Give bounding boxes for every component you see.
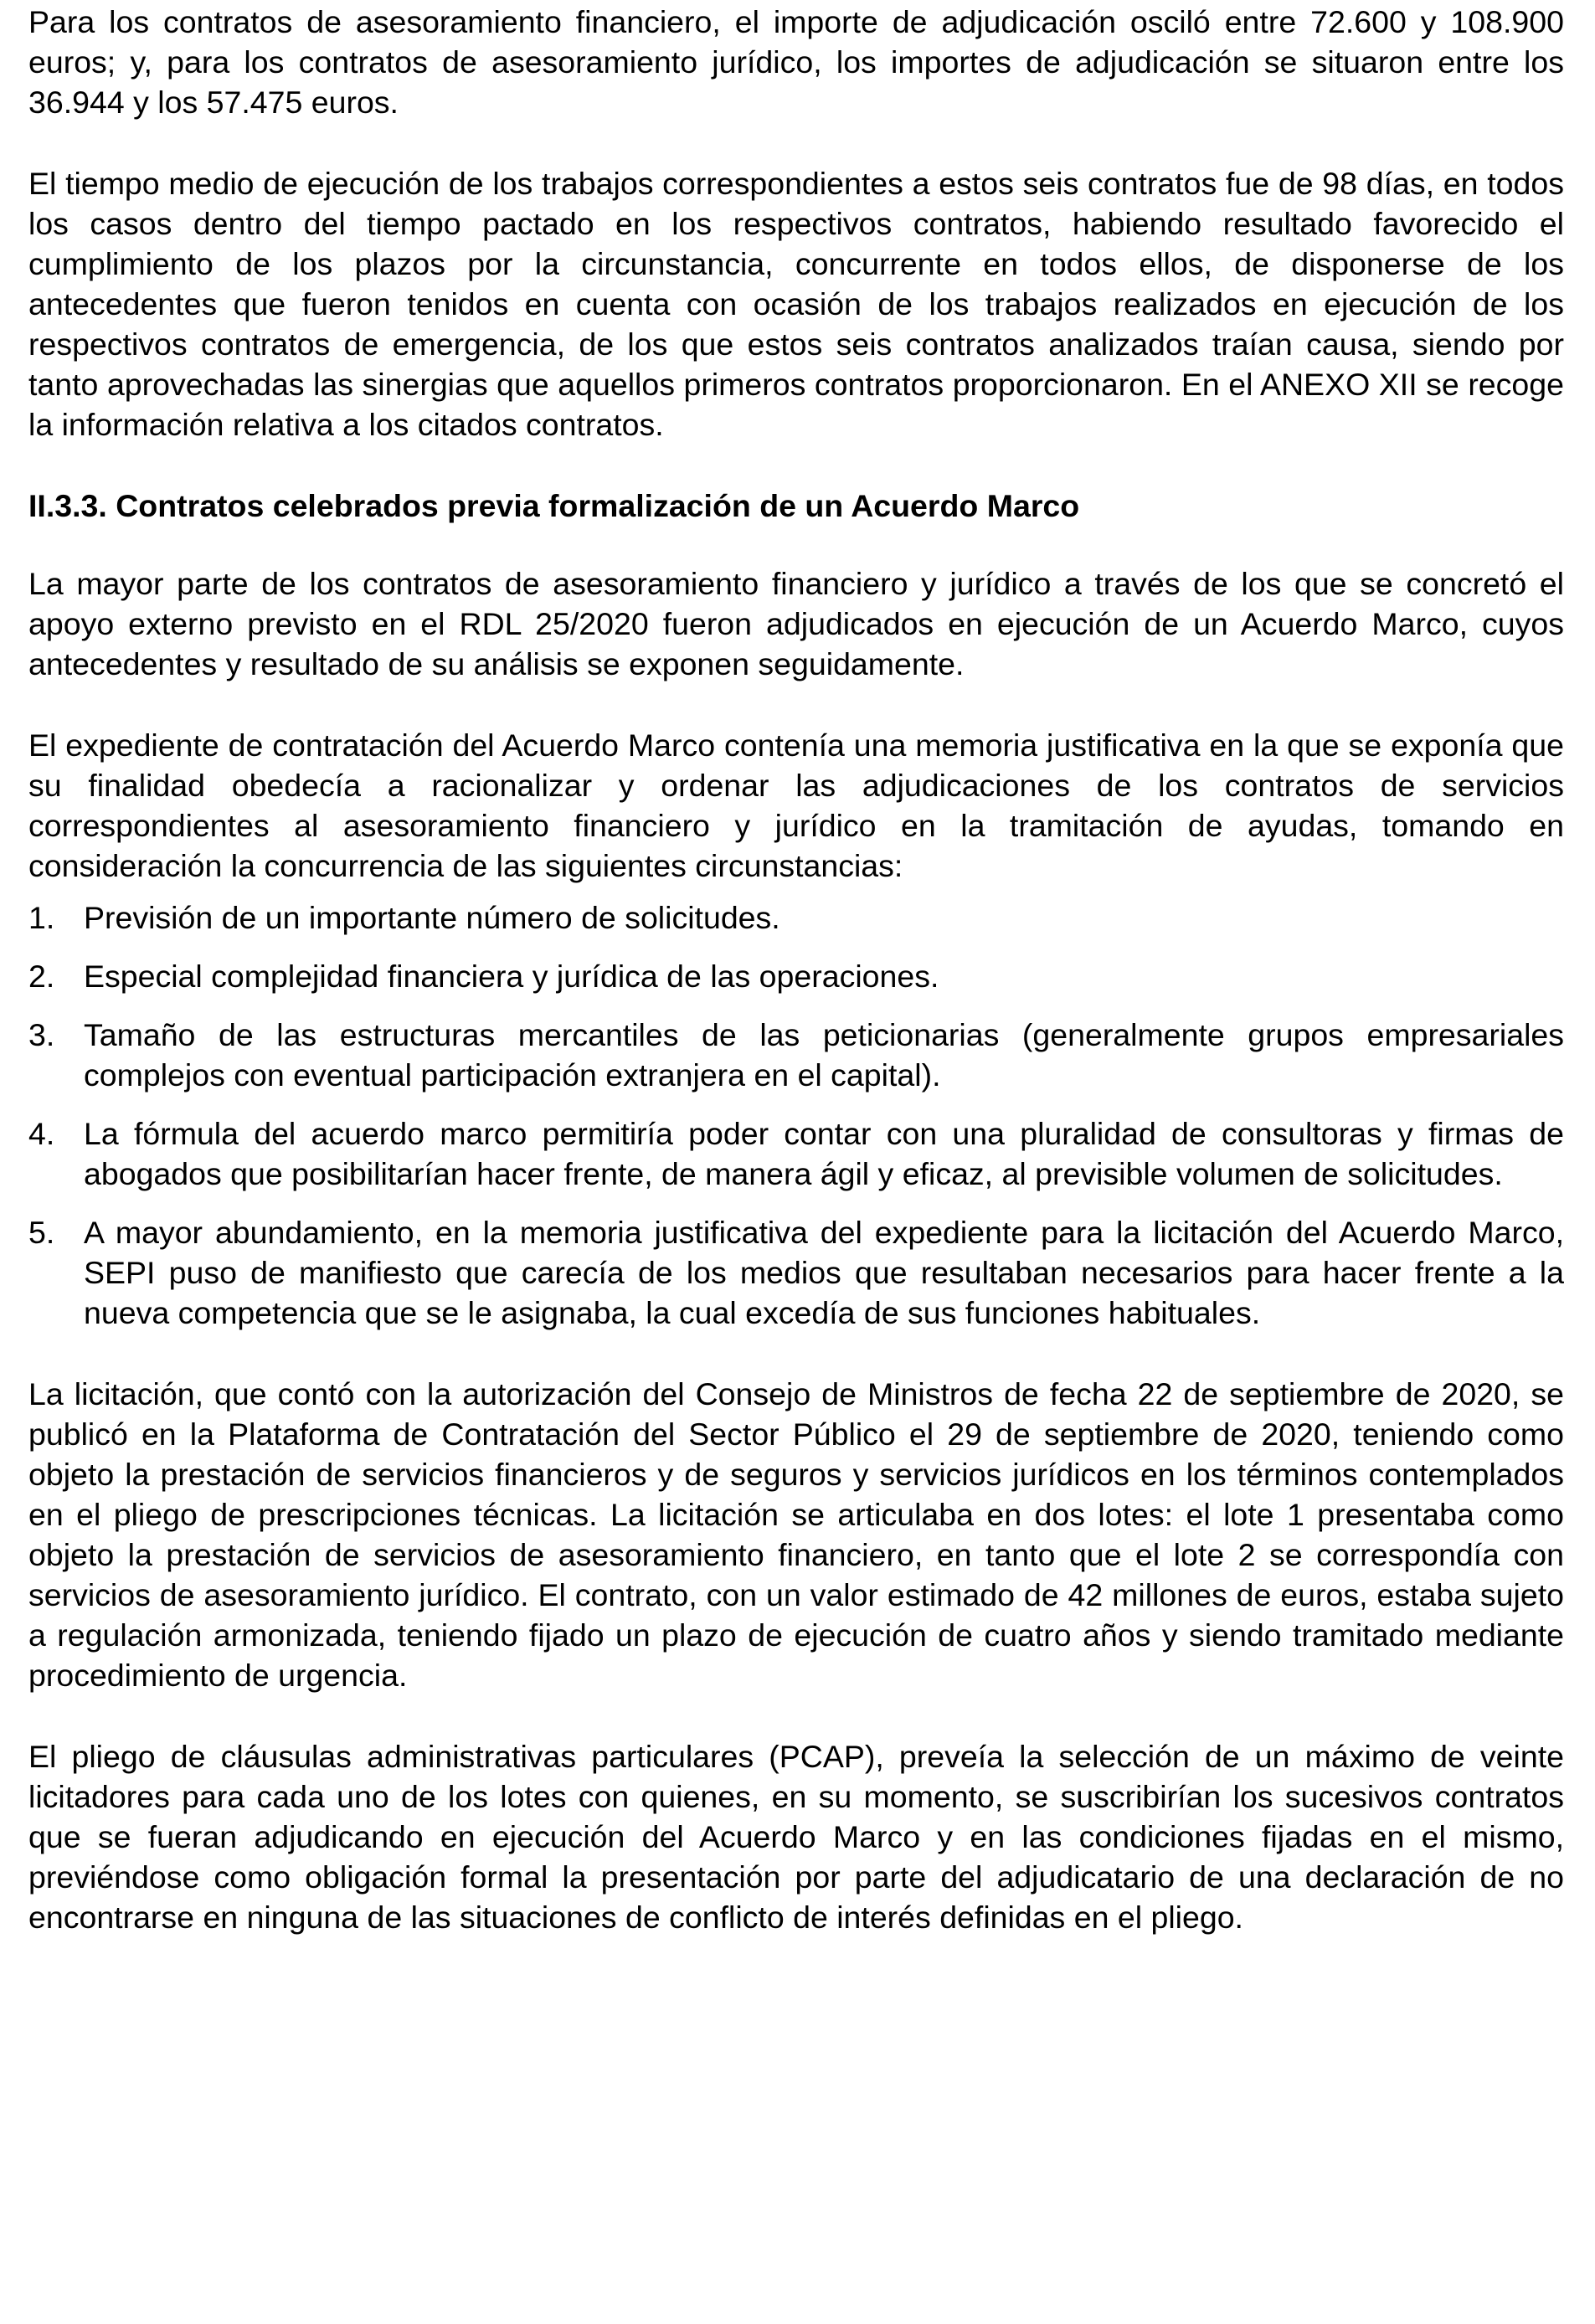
list-item-text: La fórmula del acuerdo marco permitiría poder contar con una pluralidad de consultoras y firmas de abogados que posibilitarían hacer frente, de manera ágil y eficaz, al previsible volumen de solicitudes. — [84, 1116, 1564, 1191]
document-page — [28, 2, 1564, 1978]
list-item — [28, 1015, 1564, 1095]
list-item-number: 4. — [28, 1116, 55, 1151]
list-item-text: Previsión de un importante número de solicitudes. — [84, 900, 780, 935]
paragraph-execution-time: El tiempo medio de ejecución de los trabajos correspondientes a estos seis contratos fue de 98 días, en todos los casos dentro del tiempo pactado en los respectivos contratos, habiendo resultado favorecido el cumplimiento de los plazos por la circunstancia, concurrente en todos ellos, de disponerse de los antecedentes que fueron tenidos en cuenta con ocasión de los trabajos realizados en ejecución de los respectivos contratos de emergencia, de los que estos seis contratos analizados traían causa, siendo por tanto aprovechadas las sinergias que aquellos primeros contratos proporcionaron. En el ANEXO XII se recoge la información relativa a los citados contratos. — [28, 166, 1564, 442]
section-heading: II.3.3. Contratos celebrados previa formalización de un Acuerdo Marco — [28, 488, 1080, 523]
list-item — [28, 1212, 1564, 1333]
list-item-text: Tamaño de las estructuras mercantiles de las peticionarias (generalmente grupos empresariales complejos con eventual participación extranjera en el capital). — [84, 1017, 1564, 1093]
list-item-number: 1. — [28, 900, 55, 935]
paragraph-justification-memo: El expediente de contratación del Acuerdo Marco contenía una memoria justificativa en la que se exponía que su finalidad obedecía a racionalizar y ordenar las adjudicaciones de los contratos de servicios correspondientes al asesoramiento financiero y jurídico en la tramitación de ayudas, tomando en consideración la concurrencia de las siguientes circunstancias: — [28, 728, 1564, 883]
paragraph-adjudication-amounts: Para los contratos de asesoramiento financiero, el importe de adjudicación osciló entre 72.600 y 108.900 euros; y, para los contratos de asesoramiento jurídico, los importes de adjudicación se situaron entre los 36.944 y los 57.475 euros. — [28, 4, 1564, 120]
paragraph-framework-intro: La mayor parte de los contratos de asesoramiento financiero y jurídico a través de los que se concretó el apoyo externo previsto en el RDL 25/2020 fueron adjudicados en ejecución de un Acuerdo Marco, cuyos antecedentes y resultado de su análisis se exponen seguidamente. — [28, 566, 1564, 681]
list-item — [28, 1113, 1564, 1194]
circumstances-list — [28, 897, 1564, 1333]
list-item-text: Especial complejidad financiera y jurídica de las operaciones. — [84, 959, 939, 994]
paragraph-tender-details: La licitación, que contó con la autorización del Consejo de Ministros de fecha 22 de septiembre de 2020, se publicó en la Plataforma de Contratación del Sector Público el 29 de septiembre de 2020, teniendo como objeto la prestación de servicios financieros y de seguros y servicios jurídicos en los términos contemplados en el pliego de prescripciones técnicas. La licitación se articulaba en dos lotes: el lote 1 presentaba como objeto la prestación de servicios de asesoramiento financiero, en tanto que el lote 2 se correspondía con servicios de asesoramiento jurídico. El contrato, con un valor estimado de 42 millones de euros, estaba sujeto a regulación armonizada, teniendo fijado un plazo de ejecución de cuatro años y siendo tramitado mediante procedimiento de urgencia. — [28, 1376, 1564, 1693]
paragraph-pcap: El pliego de cláusulas administrativas particulares (PCAP), preveía la selección de un máximo de veinte licitadores para cada uno de los lotes con quienes, en su momento, se suscribirían los sucesivos contratos que se fueran adjudicando en ejecución del Acuerdo Marco y en las condiciones fijadas en el mismo, previéndose como obligación formal la presentación por parte del adjudicatario de una declaración de no encontrarse en ninguna de las situaciones de conflicto de interés definidas en el pliego. — [28, 1739, 1564, 1935]
list-item — [28, 956, 1564, 996]
list-item-text: A mayor abundamiento, en la memoria justificativa del expediente para la licitación del Acuerdo Marco, SEPI puso de manifiesto que carecía de los medios que resultaban necesarios para hacer frente a la nueva competencia que se le asignaba, la cual excedía de sus funciones habituales. — [84, 1215, 1564, 1330]
list-item — [28, 897, 1564, 938]
list-item-number: 3. — [28, 1017, 55, 1052]
list-item-number: 2. — [28, 959, 55, 994]
list-item-number: 5. — [28, 1215, 55, 1250]
